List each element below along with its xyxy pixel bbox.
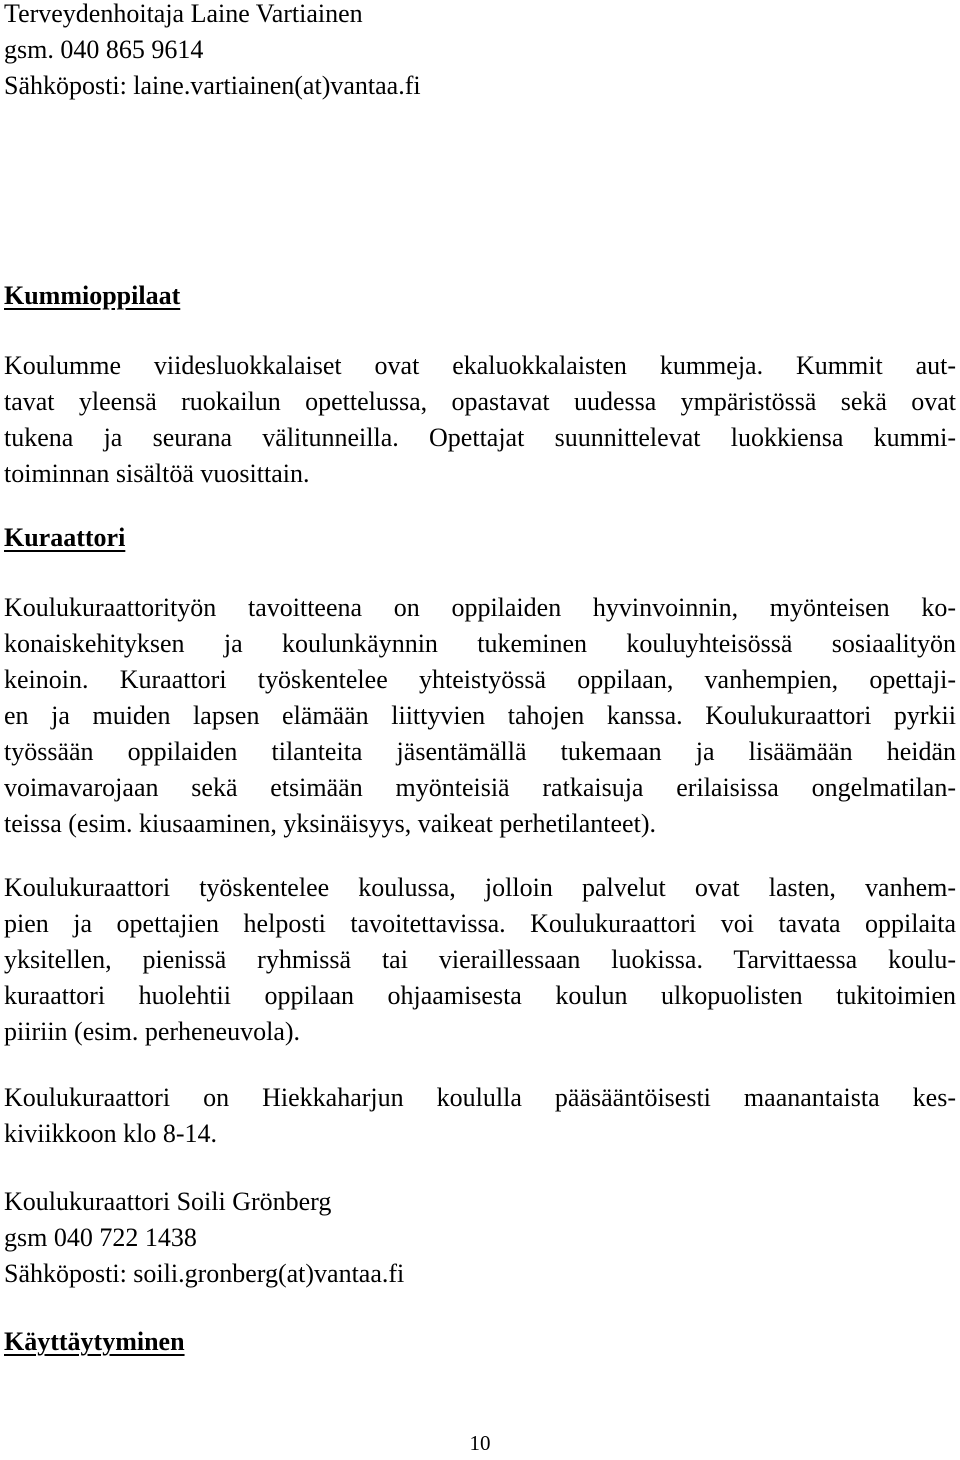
paragraph-line: Koulukuraattori työskentelee koulussa, jolloin palvelut ovat lasten, vanhem- [4, 873, 956, 902]
paragraph-line: voimavarojaan sekä etsimään myönteisiä ratkaisuja erilaisissa ongelmatilan- [4, 773, 956, 802]
paragraph-line: työssään oppilaiden tilanteita jäsentämällä tukemaan ja lisäämään heidän [4, 737, 956, 766]
nurse-contact [4, 0, 956, 104]
paragraph-line: konaiskehityksen ja koulunkäynnin tukeminen kouluyhteisössä sosiaalityön [4, 629, 956, 658]
paragraph-line: yksitellen, pienissä ryhmissä tai vieraillessaan luokissa. Tarvittaessa koulu- [4, 945, 956, 974]
paragraph-line: en ja muiden lapsen elämään liittyvien tahojen kanssa. Koulukuraattori pyrkii [4, 701, 956, 730]
paragraph-line: pien ja opettajien helposti tavoitettavissa. Koulukuraattori voi tavata oppilaita [4, 909, 956, 938]
kuraattori-paragraph-1 [4, 590, 956, 842]
paragraph-line: tukena ja seurana välitunneilla. Opettajat suunnittelevat luokkiensa kummi- [4, 423, 956, 452]
kuraattori-name: Koulukuraattori Soili Grönberg [4, 1187, 332, 1216]
kuraattori-paragraph-3 [4, 1080, 956, 1152]
paragraph-line: kiviikkoon klo 8-14. [4, 1119, 218, 1148]
paragraph-line: tavat yleensä ruokailun opettelussa, opastavat uudessa ympäristössä sekä ovat [4, 387, 956, 416]
kuraattori-contact [4, 1184, 956, 1292]
section-heading-kuraattori: Kuraattori [4, 523, 126, 552]
nurse-name: Terveydenhoitaja Laine Vartiainen [4, 0, 363, 28]
paragraph-line: Koulumme viidesluokkalaiset ovat ekaluokkalaisten kummeja. Kummit aut- [4, 351, 956, 380]
page-number: 10 [469, 1431, 491, 1455]
paragraph-line: Koulukuraattorityön tavoitteena on oppilaiden hyvinvoinnin, myönteisen ko- [4, 593, 956, 622]
section-heading-kummioppilaat: Kummioppilaat [4, 281, 181, 310]
nurse-phone: gsm. 040 865 9614 [4, 35, 204, 64]
kuraattori-email: Sähköposti: soili.gronberg(at)vantaa.fi [4, 1259, 405, 1288]
paragraph-line: Koulukuraattori on Hiekkaharjun koululla pääsääntöisesti maanantaista kes- [4, 1083, 956, 1112]
paragraph-line: teissa (esim. kiusaaminen, yksinäisyys, vaikeat perhetilanteet). [4, 809, 656, 838]
kummioppilaat-paragraph [4, 348, 956, 492]
nurse-email: Sähköposti: laine.vartiainen(at)vantaa.fi [4, 71, 421, 100]
paragraph-line: kuraattori huolehtii oppilaan ohjaamisesta koulun ulkopuolisten tukitoimien [4, 981, 956, 1010]
paragraph-line: toiminnan sisältöä vuosittain. [4, 459, 310, 488]
paragraph-line: piiriin (esim. perheneuvola). [4, 1017, 301, 1046]
kuraattori-paragraph-2 [4, 870, 956, 1050]
section-heading-kayttaytyminen: Käyttäytyminen [4, 1327, 185, 1356]
kuraattori-phone: gsm 040 722 1438 [4, 1223, 197, 1252]
paragraph-line: keinoin. Kuraattori työskentelee yhteistyössä oppilaan, vanhempien, opettaji- [4, 665, 956, 694]
